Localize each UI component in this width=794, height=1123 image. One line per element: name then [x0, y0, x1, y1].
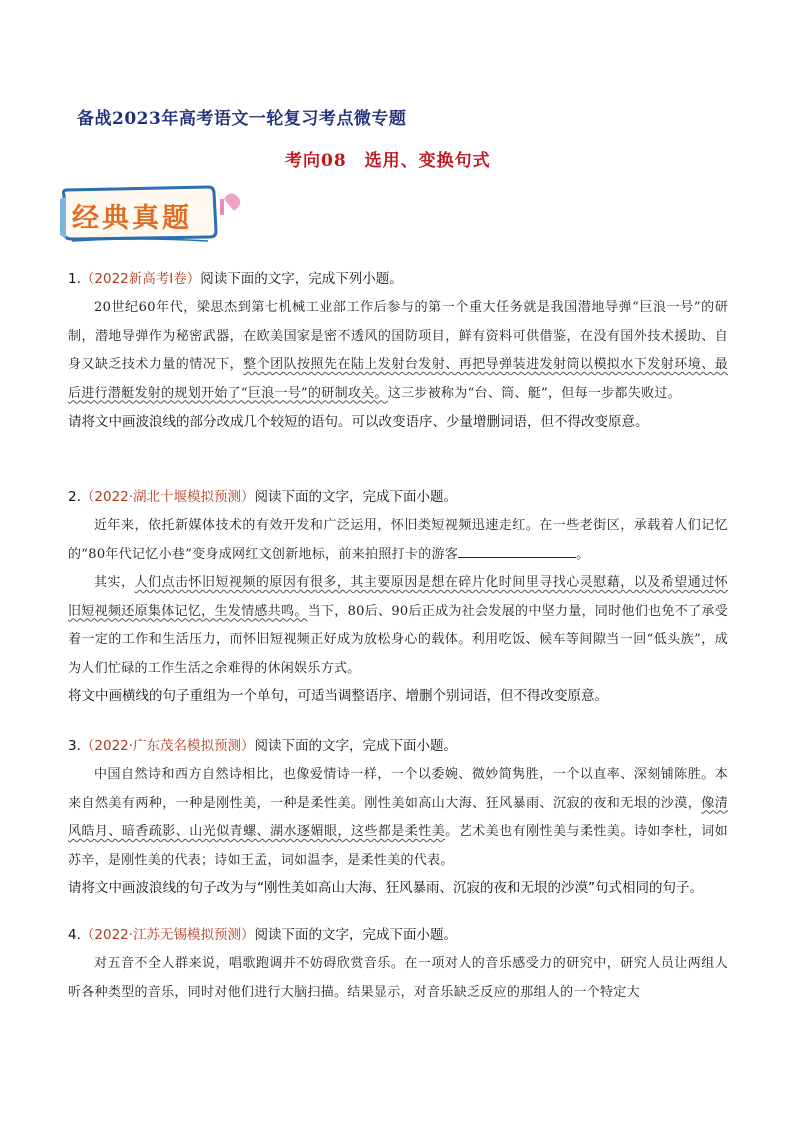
question-4-head	[68, 925, 728, 945]
passage-text: 。艺术美也有刚性美与柔性美。诗如李杜，词如苏辛，是刚性美的代表；诗如王孟，词如温李，是柔性美的代表。	[68, 824, 728, 868]
question-2-passage-1	[68, 512, 728, 569]
wavy-underlined-text: 整个团队按照先在陆上发射台发射、再把导弹装进发射筒以模拟水下发射环境、最后进行潜艇发射的规划开始了“巨浪一号”的研制攻关。	[68, 357, 728, 401]
question-1-passage	[68, 294, 728, 408]
question-2-instruction: 将文中画横线的句子重组为一个单句，可适当调整语序、增删个别词语，但不得改变原意。	[68, 688, 608, 704]
question-2	[68, 487, 728, 706]
fill-blank[interactable]	[458, 543, 576, 558]
question-2-passage-2	[68, 569, 728, 683]
bow-icon	[224, 193, 240, 211]
question-number: 3.	[68, 738, 81, 754]
question-prompt: 阅读下面的文字，完成下面小题。	[254, 489, 458, 505]
question-2-head	[68, 487, 728, 507]
question-1-instruction: 请将文中画波浪线的部分改成几个较短的语句。可以改变语序、少量增删词语，但不得改变原意。	[68, 414, 649, 430]
passage-text: 当下，80后、90后正成为社会发展的中坚力量，同时他们也免不了承受着一定的工作和生活压力，而怀旧短视频正好成为放松身心的载体。利用吃饭、候车等间隙当一回“低头族”，成为人们忙碌的工作生活之余难得的休闲娱乐方式。	[68, 603, 729, 676]
wavy-underlined-text: 像清风皓月、暗香疏影、山光似青螺、湖水逐媚眼，这些都是柔性美	[68, 795, 728, 839]
passage-text: 中国自然诗和西方自然诗相比，也像爱情诗一样，一个以委婉、微妙简隽胜，一个以直率、深刻铺陈胜。本来自然美有两种，一种是刚性美，一种是柔性美。刚性美如高山大海、狂风暴雨、沉寂的夜和无垠的沙漠，	[68, 767, 728, 811]
question-3-instruction: 请将文中画波浪线的句子改为与“刚性美如高山大海、狂风暴雨、沉寂的夜和无垠的沙漠”句式相同的句子。	[68, 880, 703, 896]
passage-text: 近年来，依托新媒体技术的有效开发和广泛运用，怀旧类短视频迅速走红。在一些老街区，承载着人们记忆的“80年代记忆小巷”变身成网红文创新地标，前来拍照打卡的游客	[68, 518, 728, 562]
question-3-head	[68, 736, 728, 756]
question-3	[68, 736, 728, 898]
series-title: 备战2023年高考语文一轮复习考点微专题	[77, 109, 407, 129]
question-prompt: 阅读下面的文字，完成下面小题。	[254, 927, 458, 943]
question-source: （2022·广东茂名模拟预测）	[80, 738, 255, 754]
question-prompt: 阅读下面的文字，完成下面小题。	[254, 738, 458, 754]
question-source: （2022·江苏无锡模拟预测）	[80, 927, 255, 943]
question-1-head	[68, 269, 728, 289]
question-number: 1.	[68, 271, 81, 287]
question-number: 2.	[68, 489, 81, 505]
question-source: （2022·湖北十堰模拟预测）	[80, 489, 255, 505]
question-3-passage	[68, 761, 728, 875]
question-1	[68, 269, 728, 432]
underlined-text: 人们点击怀旧短视频的原因有很多，其主要原因是想在碎片化时间里寻找心灵慰藉，以及希望通过怀旧短视频还原集体记忆，生发情感共鸣。	[68, 575, 728, 619]
passage-text: 20世纪60年代，梁思杰到第七机械工业部工作后参与的第一个重大任务就是我国潜地导弹“巨浪一号”的研制，潜地导弹作为秘密武器，在欧美国家是密不透风的国防项目，鲜有资料可供借鉴，在没有国外技术援助、自身又缺乏技术力量的情况下，	[68, 300, 728, 372]
passage-text: 其实，	[94, 575, 135, 590]
question-source: （2022新高考I卷）	[80, 271, 201, 287]
question-number: 4.	[68, 927, 81, 943]
question-4	[68, 925, 728, 1007]
question-prompt: 阅读下面的文字，完成下列小题。	[200, 271, 403, 287]
banner-label: 经典真题	[72, 203, 192, 234]
passage-text: 这三步被称为“台、筒、艇”，但每一步都失败过。	[387, 385, 681, 401]
passage-text: 。	[576, 546, 590, 562]
topic-title: 考向08 选用、变换句式	[285, 151, 491, 171]
question-4-passage: 对五音不全人群来说，唱歌跑调并不妨碍欣赏音乐。在一项对人的音乐感受力的研究中，研究人员让两组人听各种类型的音乐，同时对他们进行大脑扫描。结果显示，对音乐缺乏反应的那组人的一个特定大	[68, 956, 728, 1000]
